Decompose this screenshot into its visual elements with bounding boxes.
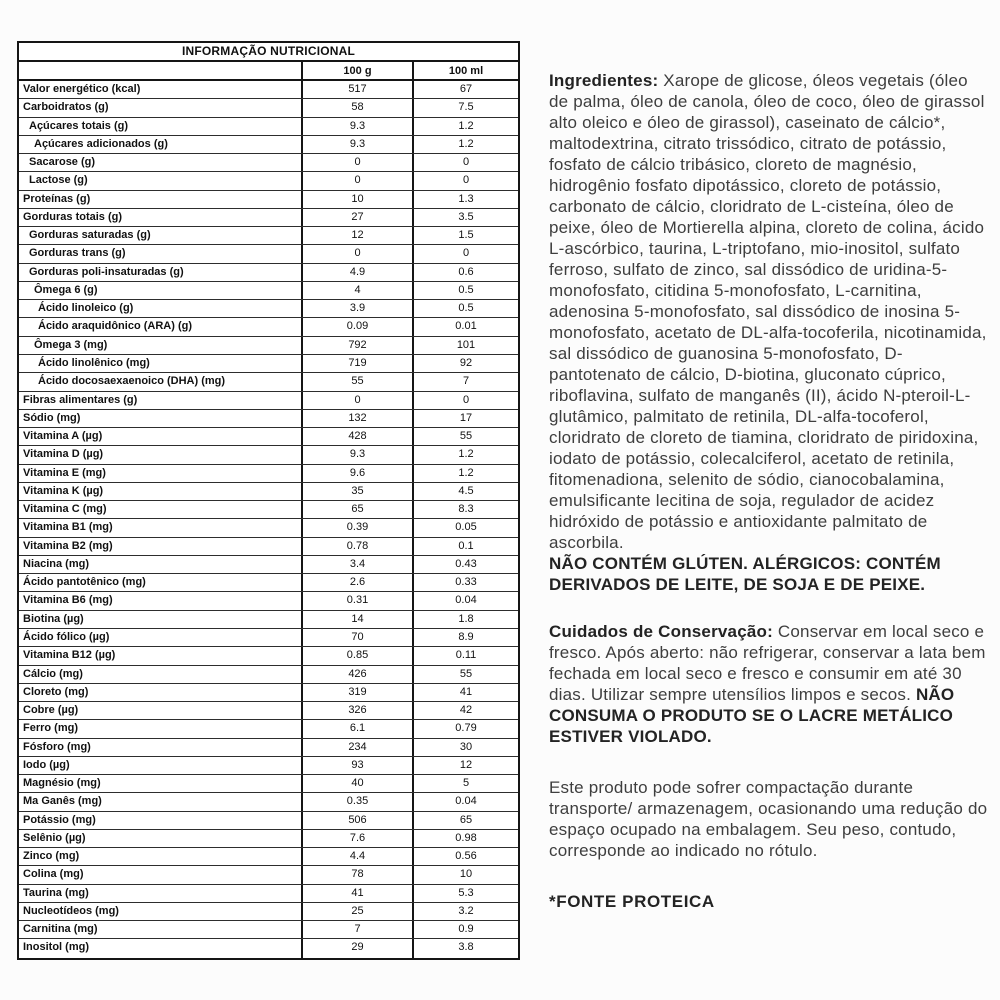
value-100g: 58 [301, 99, 412, 116]
nutrient-label: Ferro (mg) [23, 722, 78, 735]
nutrient-label: Ácido linolênico (mg) [38, 356, 150, 369]
nutrient-label: Gorduras trans (g) [29, 247, 126, 260]
value-100g: 719 [301, 355, 412, 372]
table-row [19, 757, 518, 775]
table-row [19, 446, 518, 464]
nutrient-label: Cobre (µg) [23, 704, 79, 717]
value-100ml: 0.5 [412, 300, 518, 317]
value-100ml: 1.2 [412, 446, 518, 463]
table-rows [19, 81, 518, 958]
nutrient-label: Ácido pantotênico (mg) [23, 576, 146, 589]
value-100ml: 8.3 [412, 501, 518, 518]
nutrient-label: Nucleotídeos (mg) [23, 904, 119, 917]
value-100ml: 5.3 [412, 885, 518, 902]
table-row [19, 939, 518, 957]
value-100g: 9.3 [301, 136, 412, 153]
nutrient-label: Gorduras totais (g) [23, 210, 123, 223]
table-row [19, 903, 518, 921]
table-row [19, 428, 518, 446]
nutrient-label: Biotina (µg) [23, 612, 84, 625]
nutrient-label: Vitamina D (µg) [23, 448, 104, 461]
value-100g: 0.31 [301, 592, 412, 609]
value-100g: 7.6 [301, 830, 412, 847]
value-100ml: 0.33 [412, 574, 518, 591]
value-100ml: 8.9 [412, 629, 518, 646]
value-100ml: 0.6 [412, 264, 518, 281]
value-100ml: 3.8 [412, 939, 518, 957]
table-row [19, 720, 518, 738]
table-row [19, 392, 518, 410]
table-row [19, 373, 518, 391]
table-row [19, 702, 518, 720]
value-100ml: 3.2 [412, 903, 518, 920]
table-row [19, 209, 518, 227]
table-row [19, 848, 518, 866]
table-row [19, 264, 518, 282]
nutrient-label: Proteínas (g) [23, 192, 91, 205]
value-100ml: 0.56 [412, 848, 518, 865]
table-row [19, 793, 518, 811]
care-warning: NÃO CONSUMA O PRODUTO SE O LACRE METÁLICO ESTIVER VIOLADO. [549, 685, 955, 746]
value-100ml: 0.9 [412, 921, 518, 938]
nutrient-label: Gorduras saturadas (g) [29, 229, 151, 242]
allergen-statement: NÃO CONTÉM GLÚTEN. ALÉRGICOS: CONTÉM DERIVADOS DE LEITE, DE SOJA E DE PEIXE. [549, 554, 941, 594]
table-row [19, 118, 518, 136]
table-row [19, 666, 518, 684]
value-100g: 10 [301, 191, 412, 208]
value-100ml: 12 [412, 757, 518, 774]
table-row [19, 227, 518, 245]
nutrient-label: Ômega 6 (g) [34, 283, 98, 296]
nutrient-label: Magnésio (mg) [23, 777, 101, 790]
ingredients-label: Ingredientes: [549, 71, 659, 90]
nutrient-label: Vitamina B12 (µg) [23, 649, 116, 662]
nutrient-label: Gorduras poli-insaturadas (g) [29, 265, 184, 278]
table-row [19, 739, 518, 757]
table-row [19, 191, 518, 209]
table-row [19, 355, 518, 373]
value-100ml: 3.5 [412, 209, 518, 226]
value-100ml: 101 [412, 337, 518, 354]
header-empty-cell [19, 62, 301, 79]
table-row [19, 592, 518, 610]
care-text: Conservar em local seco e fresco. Após aberto: não refrigerar, conservar a lata bem fechada em local seco e fresco e consumir em até 30 dias. Utilizar sempre utensílios limpos e secos. [549, 622, 986, 704]
nutrient-label: Inositol (mg) [23, 941, 89, 954]
nutrient-label: Cálcio (mg) [23, 667, 83, 680]
value-100g: 4.9 [301, 264, 412, 281]
value-100ml: 0.04 [412, 592, 518, 609]
value-100g: 9.6 [301, 465, 412, 482]
value-100g: 9.3 [301, 118, 412, 135]
table-row [19, 885, 518, 903]
value-100g: 3.4 [301, 556, 412, 573]
value-100ml: 0.79 [412, 720, 518, 737]
ingredients-paragraph [549, 70, 991, 595]
value-100g: 25 [301, 903, 412, 920]
value-100ml: 10 [412, 866, 518, 883]
table-row [19, 337, 518, 355]
value-100g: 2.6 [301, 574, 412, 591]
nutrient-label: Fibras alimentares (g) [23, 393, 138, 406]
value-100ml: 1.8 [412, 611, 518, 628]
compaction-paragraph: Este produto pode sofrer compactação durante transporte/ armazenagem, ocasionando uma redução do espaço ocupado na embalagem. Seu peso, contudo, corresponde ao indicado no rótulo. [549, 778, 988, 860]
nutrient-label: Potássio (mg) [23, 813, 96, 826]
table-row [19, 300, 518, 318]
nutrient-label: Valor energético (kcal) [23, 83, 141, 95]
value-100g: 70 [301, 629, 412, 646]
value-100g: 78 [301, 866, 412, 883]
nutrient-label: Ácido linoleico (g) [38, 302, 134, 315]
nutrient-label: Zinco (mg) [23, 850, 80, 863]
value-100ml: 1.5 [412, 227, 518, 244]
nutrient-label: Carnitina (mg) [23, 923, 98, 936]
nutrient-label: Ácido fólico (µg) [23, 630, 110, 643]
value-100ml: 0.98 [412, 830, 518, 847]
table-row [19, 483, 518, 501]
value-100ml: 0.43 [412, 556, 518, 573]
nutrient-label: Ômega 3 (mg) [34, 338, 108, 351]
table-row [19, 538, 518, 556]
value-100ml: 55 [412, 666, 518, 683]
table-row [19, 410, 518, 428]
nutrient-label: Vitamina C (mg) [23, 503, 107, 516]
table-row [19, 172, 518, 190]
value-100ml: 0 [412, 392, 518, 409]
nutrient-label: Sacarose (g) [29, 156, 96, 169]
value-100g: 0.35 [301, 793, 412, 810]
table-row [19, 812, 518, 830]
table-row [19, 245, 518, 263]
value-100ml: 42 [412, 702, 518, 719]
table-row [19, 501, 518, 519]
table-row [19, 154, 518, 172]
value-100ml: 7.5 [412, 99, 518, 116]
nutrient-label: Vitamina B2 (mg) [23, 539, 113, 552]
value-100ml: 1.3 [412, 191, 518, 208]
value-100g: 29 [301, 939, 412, 957]
value-100g: 506 [301, 812, 412, 829]
value-100g: 0.09 [301, 318, 412, 335]
nutrient-label: Ma Ganês (mg) [23, 795, 102, 808]
value-100ml: 55 [412, 428, 518, 445]
value-100ml: 4.5 [412, 483, 518, 500]
column-header-100ml: 100 ml [412, 62, 518, 79]
value-100g: 0.39 [301, 519, 412, 536]
value-100g: 326 [301, 702, 412, 719]
value-100g: 426 [301, 666, 412, 683]
nutrient-label: Ácido araquidônico (ARA) (g) [38, 320, 192, 333]
nutrient-label: Vitamina A (µg) [23, 430, 103, 443]
protein-source-note: *FONTE PROTEICA [549, 892, 715, 911]
nutrient-label: Açúcares adicionados (g) [34, 137, 168, 150]
table-row [19, 519, 518, 537]
value-100g: 27 [301, 209, 412, 226]
nutrient-label: Vitamina B1 (mg) [23, 521, 113, 534]
value-100g: 14 [301, 611, 412, 628]
nutrient-label: Vitamina E (mg) [23, 466, 106, 479]
table-row [19, 775, 518, 793]
nutrient-label: Açúcares totais (g) [29, 119, 129, 132]
nutrient-label: Carboidratos (g) [23, 101, 109, 114]
nutrient-label: Vitamina K (µg) [23, 484, 104, 497]
value-100ml: 0.04 [412, 793, 518, 810]
nutrient-label: Iodo (µg) [23, 758, 70, 771]
value-100g: 3.9 [301, 300, 412, 317]
table-row [19, 81, 518, 99]
value-100g: 40 [301, 775, 412, 792]
nutrition-table [17, 41, 520, 960]
value-100ml: 0 [412, 172, 518, 189]
column-header-100g: 100 g [301, 62, 412, 79]
value-100g: 93 [301, 757, 412, 774]
table-row [19, 556, 518, 574]
table-row [19, 99, 518, 117]
value-100g: 9.3 [301, 446, 412, 463]
nutrient-label: Cloreto (mg) [23, 685, 89, 698]
nutrient-label: Selênio (µg) [23, 831, 86, 844]
table-row [19, 465, 518, 483]
table-row [19, 318, 518, 336]
value-100ml: 1.2 [412, 118, 518, 135]
value-100g: 4.4 [301, 848, 412, 865]
value-100g: 792 [301, 337, 412, 354]
nutrient-label: Sódio (mg) [23, 411, 81, 424]
value-100g: 6.1 [301, 720, 412, 737]
value-100g: 132 [301, 410, 412, 427]
care-paragraph [549, 621, 991, 747]
value-100g: 0 [301, 154, 412, 171]
value-100g: 4 [301, 282, 412, 299]
value-100ml: 1.2 [412, 465, 518, 482]
value-100g: 0.85 [301, 647, 412, 664]
table-title: INFORMAÇÃO NUTRICIONAL [19, 43, 518, 62]
value-100g: 428 [301, 428, 412, 445]
value-100g: 0 [301, 392, 412, 409]
value-100g: 234 [301, 739, 412, 756]
value-100ml: 0.1 [412, 538, 518, 555]
value-100g: 0 [301, 245, 412, 262]
value-100ml: 41 [412, 684, 518, 701]
nutrient-label: Vitamina B6 (mg) [23, 594, 113, 607]
nutrient-label: Lactose (g) [29, 174, 88, 187]
value-100ml: 0.05 [412, 519, 518, 536]
value-100ml: 0.01 [412, 318, 518, 335]
value-100ml: 65 [412, 812, 518, 829]
table-row [19, 574, 518, 592]
care-label: Cuidados de Conservação: [549, 622, 773, 641]
value-100g: 0.78 [301, 538, 412, 555]
nutrient-label: Niacina (mg) [23, 557, 90, 570]
value-100g: 41 [301, 885, 412, 902]
value-100g: 0 [301, 172, 412, 189]
value-100ml: 67 [412, 81, 518, 98]
value-100g: 55 [301, 373, 412, 390]
value-100ml: 0.5 [412, 282, 518, 299]
value-100g: 35 [301, 483, 412, 500]
nutrient-label: Colina (mg) [23, 868, 84, 881]
table-row [19, 629, 518, 647]
table-row [19, 647, 518, 665]
value-100g: 12 [301, 227, 412, 244]
table-row [19, 282, 518, 300]
value-100ml: 0 [412, 154, 518, 171]
value-100ml: 7 [412, 373, 518, 390]
ingredients-text: Xarope de glicose, óleos vegetais (óleo de palma, óleo de canola, óleo de coco, óleo de girassol alto oleico e óleo de girassol), caseinato de cálcio*, maltodextrina, citrato trissódico, citrato de potássio, fosfato de cálcio tribásico, cloreto de magnésio, hidrogênio fosfato dipotássico, cloreto de potássio, carbonato de cálcio, cloridrato de L-cisteína, óleo de peixe, óleo de Mortierella alpina, cloreto de colina, ácido L-ascórbico, taurina, L-triptofano, mio-inositol, sulfato ferroso, sulfato de zinco, sal dissódico de uridina-5-monofosfato, citidina 5-monofosfato, L-carnitina, adenosina 5-monofosfato, sal dissódico de inosina 5-monofosfato, acetato de DL-alfa-tocoferila, nicotinamida, sal dissódico de guanosina 5-monofosfato, D-pantotenato de cálcio, D-biotina, gluconato cúprico, riboflavina, sulfato de manganês (II), ácido N-pteroil-L-glutâmico, palmitato de retinila, DL-alfa-tocoferol, cloridrato de cloreto de tiamina, cloridrato de piridoxina, iodato de potássio, colecalciferol, acetato de retinila, fitomenadiona, selenito de sódio, cianocobalamina, emulsificante lecitina de soja, regulador de acidez hidróxido de potássio e antioxidante palmitato de ascorbila. [549, 71, 987, 552]
table-header-row [19, 62, 518, 81]
value-100ml: 17 [412, 410, 518, 427]
value-100g: 65 [301, 501, 412, 518]
value-100ml: 0 [412, 245, 518, 262]
table-row [19, 830, 518, 848]
label-text-column [549, 70, 991, 912]
nutrient-label: Fósforo (mg) [23, 740, 91, 753]
value-100ml: 30 [412, 739, 518, 756]
table-row [19, 866, 518, 884]
value-100ml: 1.2 [412, 136, 518, 153]
table-row [19, 921, 518, 939]
table-row [19, 136, 518, 154]
value-100ml: 92 [412, 355, 518, 372]
value-100g: 7 [301, 921, 412, 938]
value-100g: 319 [301, 684, 412, 701]
value-100ml: 0.11 [412, 647, 518, 664]
table-row [19, 684, 518, 702]
value-100ml: 5 [412, 775, 518, 792]
nutrient-label: Ácido docosaexaenoico (DHA) (mg) [38, 375, 226, 388]
value-100g: 517 [301, 81, 412, 98]
nutrient-label: Taurina (mg) [23, 886, 89, 899]
table-row [19, 611, 518, 629]
